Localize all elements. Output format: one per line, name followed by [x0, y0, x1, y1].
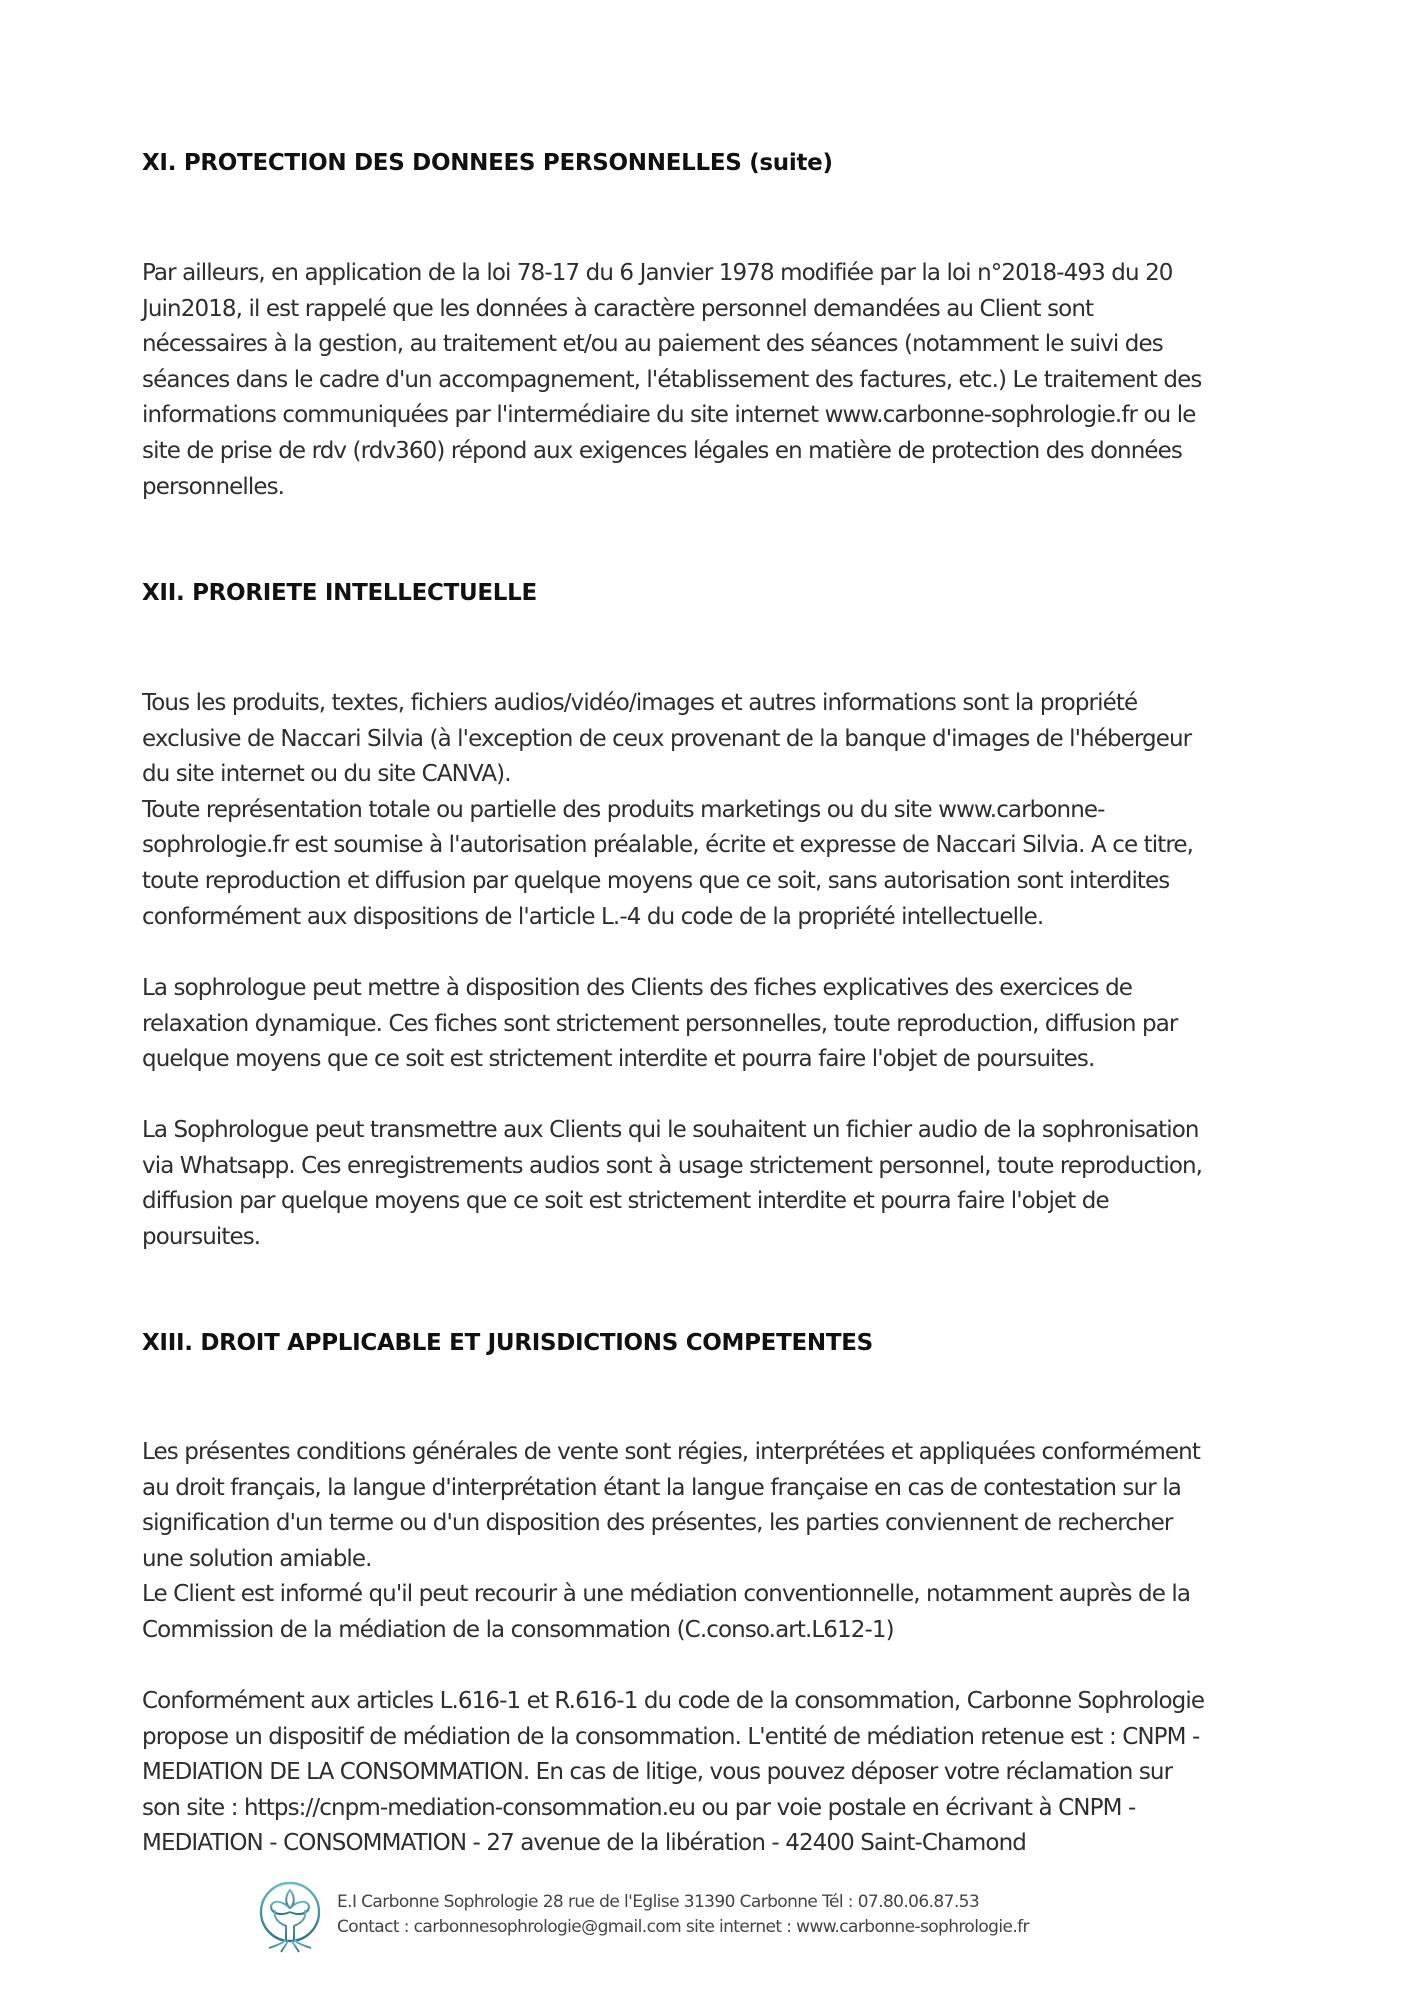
text-line: MEDIATION DE LA CONSOMMATION. En cas de litige, vous pouvez déposer votre réclamation sur: [142, 1759, 1173, 1786]
paragraph-exercise-sheets: [142, 971, 1322, 1078]
text-line: Conformément aux articles L.616-1 et R.616-1 du code de la consommation, Carbonne Sophrologie: [142, 1688, 1205, 1714]
text-line: séances dans le cadre d'un accompagnement, l'établissement des factures, etc.) Le traitement des: [142, 366, 1202, 393]
paragraph-applicable-law: [142, 1435, 1322, 1649]
text-line: poursuites.: [142, 1223, 261, 1250]
text-line: Tous les produits, textes, fichiers audios/vidéo/images et autres informations sont la propriété: [142, 690, 1138, 716]
section-heading-xiii: XIII. DROIT APPLICABLE ET JURISDICTIONS COMPETENTES: [142, 1330, 873, 1356]
text-line: Par ailleurs, en application de la loi 78-17 du 6 Janvier 1978 modifiée par la loi n°2018-493 du 20: [142, 260, 1173, 286]
footer-address-line: E.I Carbonne Sophrologie 28 rue de l'Eglise 31390 Carbonne Tél : 07.80.06.87.53: [337, 1892, 980, 1912]
section-heading-xi: XI. PROTECTION DES DONNEES PERSONNELLES (suite): [142, 150, 833, 176]
text-line: au droit français, la langue d'interprétation étant la langue française en cas de contestation sur la: [142, 1474, 1181, 1501]
text-line: conformément aux dispositions de l'article L.-4 du code de la propriété intellectuelle.: [142, 903, 1044, 930]
paragraph-audio-files: [142, 1113, 1322, 1255]
section-heading-xii: XII. PRORIETE INTELLECTUELLE: [142, 580, 537, 606]
text-line: MEDIATION - CONSOMMATION - 27 avenue de la libération - 42400 Saint-Chamond: [142, 1830, 1026, 1857]
text-line: toute reproduction et diffusion par quelque moyens que ce soit, sans autorisation sont interdites: [142, 867, 1170, 894]
text-line: informations communiquées par l'intermédiaire du site internet www.carbonne-sophrologie.fr ou le: [142, 402, 1196, 429]
footer-contact: [337, 1890, 1029, 1940]
text-line: Commission de la médiation de la consommation (C.conso.art.L612-1): [142, 1616, 894, 1643]
paragraph-data-protection: [142, 256, 1322, 505]
paragraph-ownership: [142, 686, 1322, 935]
paragraph-mediation: [142, 1684, 1322, 1862]
text-line: site de prise de rdv (rdv360) répond aux exigences légales en matière de protection des données: [142, 437, 1182, 464]
text-line: Les présentes conditions générales de vente sont régies, interprétées et appliquées conformément: [142, 1439, 1200, 1465]
text-line: quelque moyens que ce soit est strictement interdite et pourra faire l'objet de poursuites.: [142, 1046, 1095, 1073]
text-line: Le Client est informé qu'il peut recourir à une médiation conventionnelle, notamment auprès de la: [142, 1581, 1191, 1608]
lotus-tree-logo-icon: [255, 1878, 325, 1954]
text-line: diffusion par quelque moyens que ce soit est strictement interdite et pourra faire l'objet de: [142, 1188, 1109, 1215]
text-line: du site internet ou du site CANVA).: [142, 761, 511, 788]
text-line: sophrologie.fr est soumise à l'autorisation préalable, écrite et expresse de Naccari Silvia. A ce titre,: [142, 832, 1194, 859]
text-line: via Whatsapp. Ces enregistrements audios sont à usage strictement personnel, toute reproduction,: [142, 1152, 1203, 1179]
text-line: signification d'un terme ou d'un disposition des présentes, les parties conviennent de rechercher: [142, 1510, 1173, 1537]
text-line: personnelles.: [142, 473, 285, 500]
text-line: son site : https://cnpm-mediation-consommation.eu ou par voie postale en écrivant à CNPM -: [142, 1794, 1136, 1821]
footer-contact-line: Contact : carbonnesophrologie@gmail.com site internet : www.carbonne-sophrologie.fr: [337, 1917, 1029, 1937]
text-line: Juin2018, il est rappelé que les données à caractère personnel demandées au Client sont: [142, 295, 1094, 322]
text-line: une solution amiable.: [142, 1545, 372, 1572]
text-line: Toute représentation totale ou partielle des produits marketings ou du site www.carbonne-: [142, 796, 1105, 823]
text-line: propose un dispositif de médiation de la consommation. L'entité de médiation retenue est : CNPM -: [142, 1723, 1200, 1750]
text-line: nécessaires à la gestion, au traitement et/ou au paiement des séances (notamment le suivi des: [142, 331, 1163, 358]
text-line: exclusive de Naccari Silvia (à l'exception de ceux provenant de la banque d'images de l'hébergeur: [142, 725, 1192, 752]
page-footer: [255, 1878, 1155, 1958]
text-line: La sophrologue peut mettre à disposition des Clients des fiches explicatives des exercices de: [142, 975, 1133, 1001]
text-line: relaxation dynamique. Ces fiches sont strictement personnelles, toute reproduction, diffusion par: [142, 1010, 1178, 1037]
text-line: La Sophrologue peut transmettre aux Clients qui le souhaitent un fichier audio de la sophronisation: [142, 1117, 1199, 1143]
